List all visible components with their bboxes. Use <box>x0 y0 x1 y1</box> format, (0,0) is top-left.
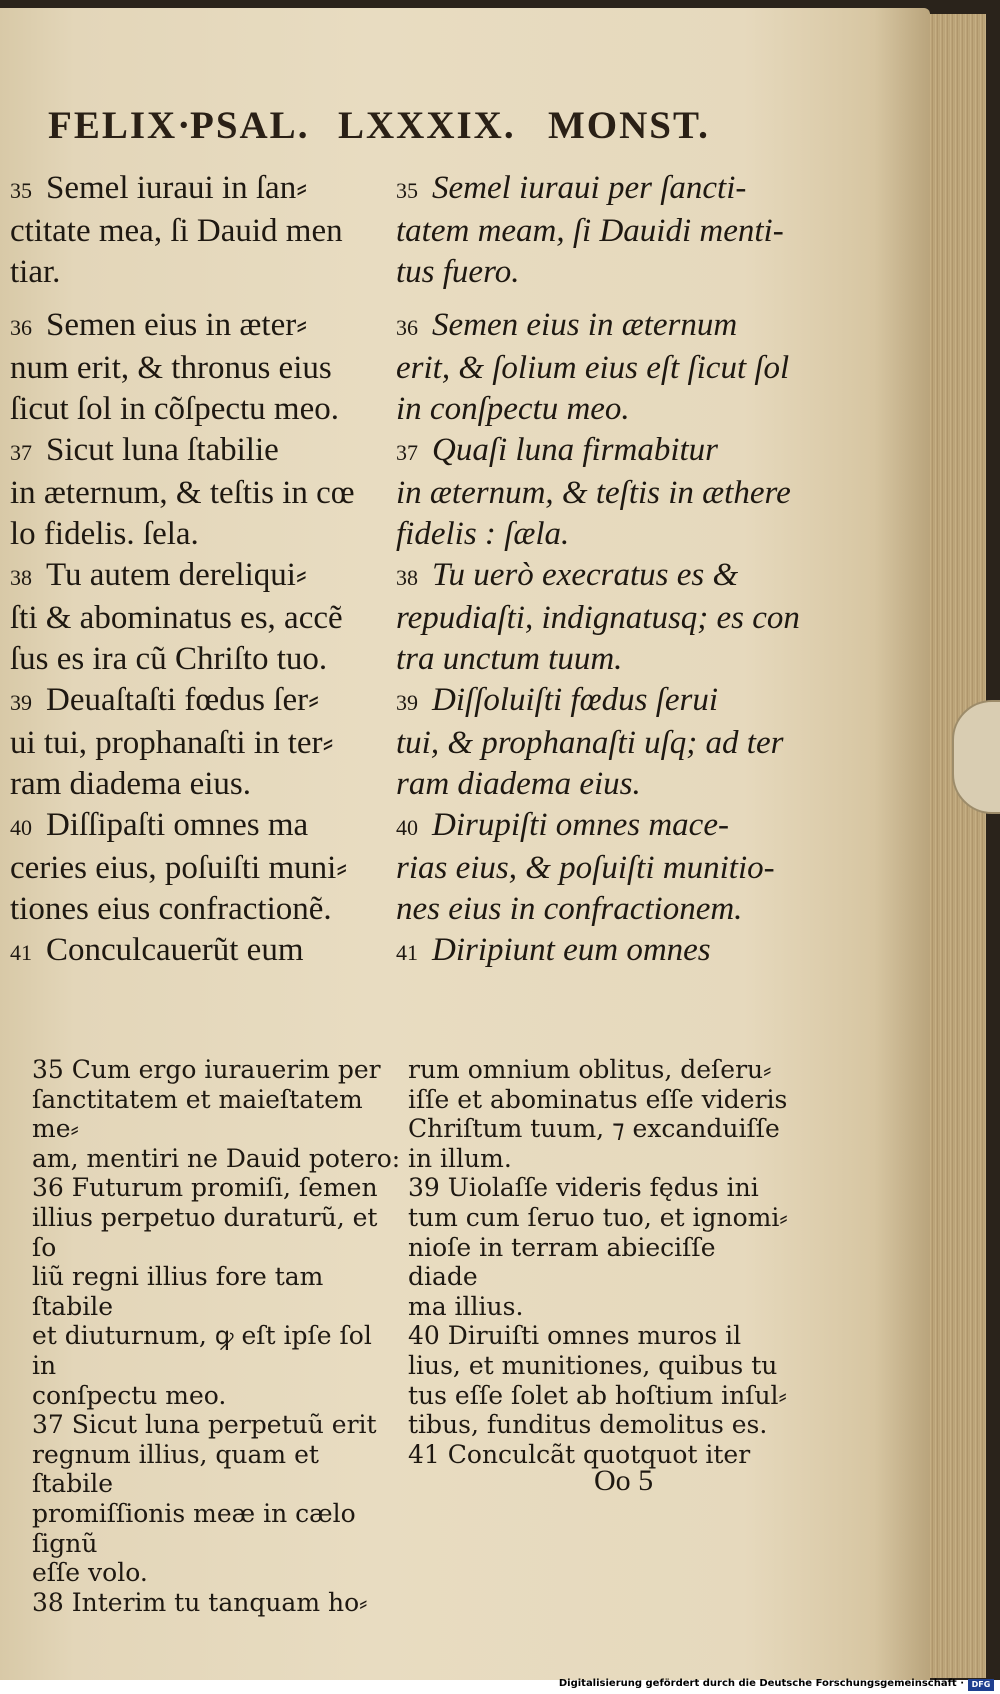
verse-35 <box>10 168 395 293</box>
verse-line <box>10 889 395 930</box>
header-left: FELIX· <box>48 104 193 147</box>
header-number: LXXXIX. <box>338 104 516 147</box>
verse-number: 36 <box>396 315 418 340</box>
verse-line <box>396 764 826 805</box>
header-psal: PSAL. <box>190 104 310 147</box>
verse-number: 36 <box>10 315 32 340</box>
verse-number: 39 <box>10 690 32 715</box>
right-column <box>396 168 826 973</box>
verse-number: 38 <box>396 565 418 590</box>
verse-line <box>396 348 826 389</box>
verse-line <box>10 514 395 555</box>
commentary-line: et diuturnum, ꝙ eſt ipſe ſol in <box>32 1321 372 1380</box>
verse-text: Deuaſtaſti fœdus ſer⸗ <box>46 682 320 718</box>
verse-line <box>10 430 395 473</box>
verse-text: ui tui, prophanaſti in ter⸗ <box>10 725 334 761</box>
commentary-line: regnum illius, quam et ſtabile <box>32 1439 319 1499</box>
verse-text: ſus es ira cũ Chriſto tuo. <box>10 641 328 677</box>
commentary-line: 38 Interim tu tanquam ho⸗ <box>32 1587 368 1617</box>
verse-text: repudiaſti, indignatusq; es con <box>396 600 800 636</box>
verse-text: in æternum, & teſtis in æthere <box>396 475 791 511</box>
verse-line <box>10 168 395 211</box>
verse-text: Semel iuraui in ſan⸗ <box>46 170 308 206</box>
verse-number: 41 <box>396 940 418 965</box>
verse-39 <box>10 680 395 805</box>
commentary-line: conſpectu meo. <box>32 1380 227 1410</box>
verse-text: rias eius, & poſuiſti munitio- <box>396 850 775 886</box>
commentary-line: 41 Conculcãt quotquot iter <box>408 1439 751 1469</box>
verse-text: tatem meam, ſi Dauidi menti- <box>396 213 784 249</box>
verse-text: in conſpectu meo. <box>396 391 630 427</box>
verse-text: tiar. <box>10 254 61 290</box>
verse-line <box>10 598 395 639</box>
verse-text: tus fuero. <box>396 254 520 290</box>
verse-text: Semen eius in æter⸗ <box>46 307 308 343</box>
footer-credit: Digitalisierung gefördert durch die Deutsche Forschungsgemeinschaft · <box>558 1678 964 1689</box>
verse-line <box>396 930 826 973</box>
verse-line <box>396 430 826 473</box>
verse-line <box>10 764 395 805</box>
commentary-line: 37 Sicut luna perpetuũ erit <box>32 1410 377 1440</box>
commentary-line: 36 Futurum promiſi, ſemen <box>32 1173 378 1203</box>
verse-text: ſicut ſol in cõſpectu meo. <box>10 391 340 427</box>
verse-text: ram diadema eius. <box>10 766 251 802</box>
running-header <box>48 103 768 153</box>
verse-line <box>396 389 826 430</box>
verse-text: Diripiunt eum omnes <box>432 932 711 968</box>
verse-line <box>10 805 395 848</box>
verse-text: Quaſi luna firmabitur <box>432 432 719 468</box>
verse-text: ram diadema eius. <box>396 766 641 802</box>
verse-text: tra unctum tuum. <box>396 641 623 677</box>
verse-41 <box>10 930 395 973</box>
verse-37 <box>10 430 395 555</box>
verse-line <box>10 555 395 598</box>
header-right: MONST. <box>548 104 710 147</box>
verse-text: Conculcauerũt eum <box>46 932 304 968</box>
commentary-right <box>408 1055 793 1469</box>
commentary-line: liũ regni illius fore tam ſtabile <box>32 1262 324 1321</box>
verse-line <box>10 930 395 973</box>
verse-line <box>396 555 826 598</box>
commentary-line: ſanctitatem et maieſtatem me⸗ <box>32 1084 363 1144</box>
verse-line <box>396 252 826 293</box>
verse-text: tui, & prophanaſti uſq; ad ter <box>396 725 784 761</box>
verse-line <box>10 848 395 889</box>
verse-line <box>396 848 826 889</box>
verse-line <box>396 723 826 764</box>
verse-number: 35 <box>10 178 32 203</box>
verse-38 <box>396 555 826 680</box>
commentary-line: Chriſtum tuum, ⁊ excanduiſſe <box>408 1114 780 1144</box>
commentary-line: nioſe in terram abieciſſe diade <box>408 1232 716 1292</box>
verse-line <box>10 389 395 430</box>
verse-text: erit, & ſolium eius eſt ſicut ſol <box>396 350 790 386</box>
verse-line <box>10 252 395 293</box>
verse-text: tiones eius confractionẽ. <box>10 891 332 927</box>
verse-line <box>396 680 826 723</box>
commentary-left <box>32 1055 402 1617</box>
verse-line <box>10 305 395 348</box>
verse-text: Sicut luna ſtabilie <box>46 432 279 468</box>
verse-text: Semel iuraui per ſancti- <box>432 170 747 206</box>
commentary-line: promiſſionis meæ in cælo ſignũ <box>32 1498 356 1558</box>
verse-line <box>396 211 826 252</box>
verse-line <box>10 211 395 252</box>
verse-text: ctitate mea, ſi Dauid men <box>10 213 343 249</box>
verse-line <box>10 723 395 764</box>
commentary-line: lius, et munitiones, quibus tu <box>408 1350 778 1380</box>
verse-number: 37 <box>10 440 32 465</box>
verse-line <box>10 639 395 680</box>
verse-line <box>396 805 826 848</box>
verse-40 <box>10 805 395 930</box>
verse-text: Diſſoluiſti fœdus ſerui <box>432 682 719 718</box>
verse-number: 40 <box>10 815 32 840</box>
verse-number: 35 <box>396 178 418 203</box>
dfg-logo: DFG <box>968 1679 994 1691</box>
verse-text: Tu autem dereliqui⸗ <box>46 557 307 593</box>
signature-mark: Oo 5 <box>594 1464 654 1497</box>
verse-text: num erit, & thronus eius <box>10 350 332 386</box>
commentary-line: 39 Uiolaſſe videris fędus ini <box>408 1173 759 1203</box>
left-column <box>10 168 395 973</box>
bookmark-tab <box>952 700 1000 814</box>
verse-text: Diſſipaſti omnes ma <box>46 807 309 843</box>
verse-41 <box>396 930 826 973</box>
commentary-line: tus eſſe ſolet ab hoſtium inſul⸗ <box>408 1380 787 1410</box>
verse-line <box>396 514 826 555</box>
verse-35 <box>396 168 826 293</box>
commentary-line: 40 Diruiſti omnes muros il <box>408 1321 742 1351</box>
verse-text: nes eius in confractionem. <box>396 891 743 927</box>
verse-number: 41 <box>10 940 32 965</box>
verse-text: lo fidelis. ſela. <box>10 516 199 552</box>
verse-line <box>10 473 395 514</box>
commentary-line: eſſe volo. <box>32 1558 148 1588</box>
commentary-line: illius perpetuo duraturũ, et ſo <box>32 1202 378 1262</box>
verse-40 <box>396 805 826 930</box>
verse-36 <box>10 305 395 430</box>
verse-line <box>396 473 826 514</box>
verse-number: 38 <box>10 565 32 590</box>
verse-text: fidelis : ſæla. <box>396 516 570 552</box>
verse-37 <box>396 430 826 555</box>
verse-number: 40 <box>396 815 418 840</box>
commentary-line: tum cum ſeruo tuo, et ignomi⸗ <box>408 1202 788 1232</box>
commentary-line: in illum. <box>408 1143 512 1173</box>
verse-text: in æternum, & teſtis in cœ <box>10 475 355 511</box>
verse-39 <box>396 680 826 805</box>
commentary-line: 35 Cum ergo iurauerim per <box>32 1055 381 1084</box>
verse-text: ſti & abominatus es, accẽ <box>10 600 343 636</box>
verse-number: 37 <box>396 440 418 465</box>
verse-line <box>10 680 395 723</box>
verse-line <box>10 348 395 389</box>
commentary-line: ma illius. <box>408 1291 524 1321</box>
commentary-line: iſſe et abominatus eſſe videris <box>408 1084 788 1114</box>
verse-line <box>396 889 826 930</box>
commentary-line: tibus, funditus demolitus es. <box>408 1410 768 1440</box>
verse-text: Tu uerò execratus es & <box>432 557 739 593</box>
verse-text: ceries eius, poſuiſti muni⸗ <box>10 850 348 886</box>
verse-line <box>396 168 826 211</box>
verse-36 <box>396 305 826 430</box>
verse-line <box>396 598 826 639</box>
verse-38 <box>10 555 395 680</box>
verse-text: Semen eius in æternum <box>432 307 738 343</box>
verse-line <box>396 305 826 348</box>
commentary-line: rum omnium oblitus, deſeru⸗ <box>408 1055 772 1084</box>
commentary-line: am, mentiri ne Dauid potero: <box>32 1143 401 1173</box>
verse-line <box>396 639 826 680</box>
verse-number: 39 <box>396 690 418 715</box>
verse-text: Dirupiſti omnes mace- <box>432 807 729 843</box>
